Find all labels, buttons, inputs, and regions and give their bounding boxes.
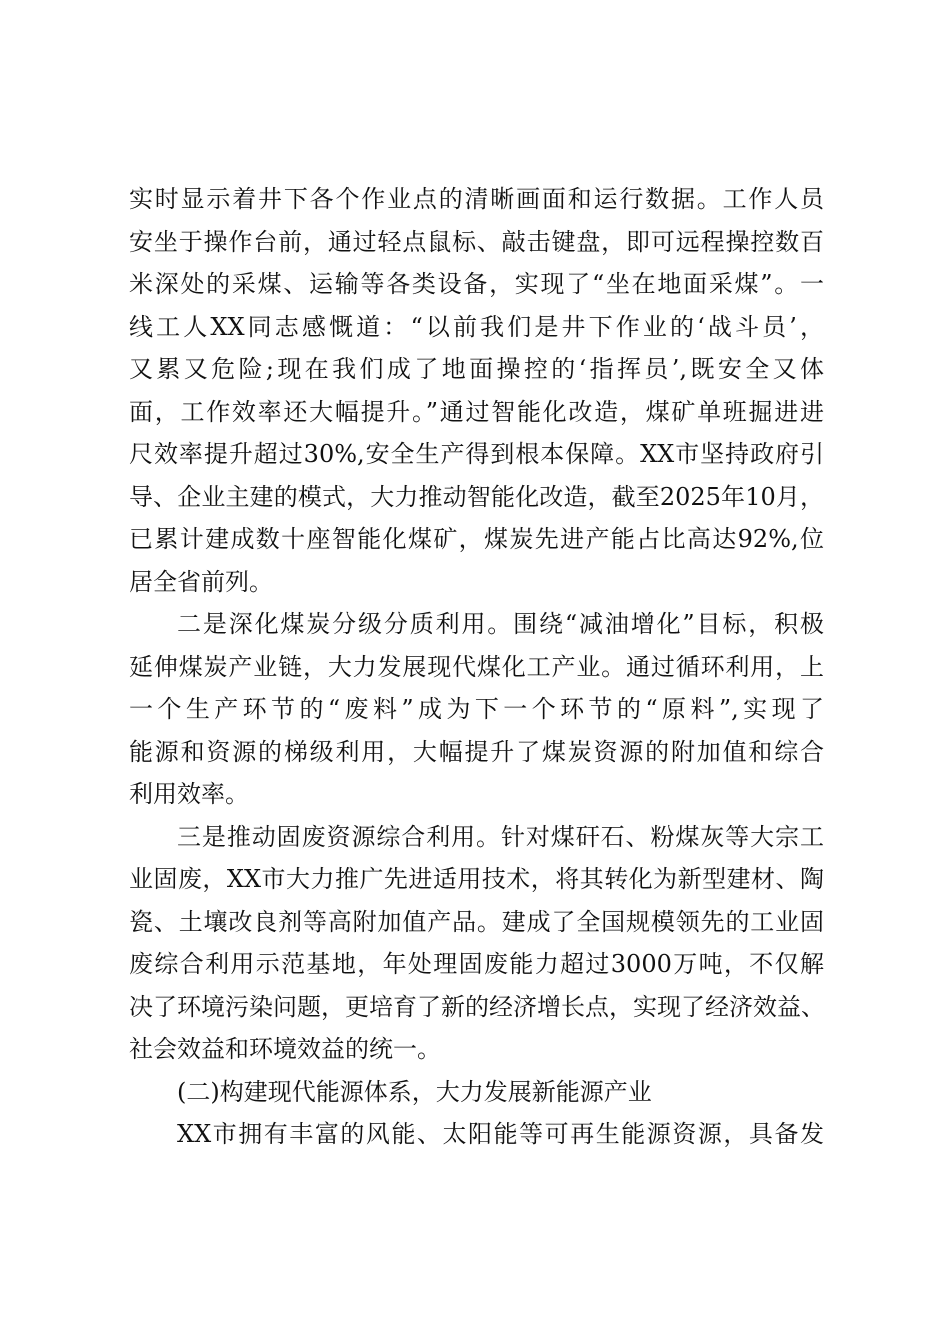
text-line: (二)构建现代能源体系，大力发展新能源产业 bbox=[177, 1077, 652, 1106]
text-line: 面，工作效率还大幅提升。”通过智能化改造，煤矿单班掘进进 bbox=[129, 397, 824, 426]
text-line: 线工人XX同志感慨道：“以前我们是井下作业的‘战斗员’， bbox=[129, 312, 824, 341]
text-line: 安坐于操作台前，通过轻点鼠标、敲击键盘，即可远程操控数百 bbox=[129, 227, 824, 256]
text-line: 能源和资源的梯级利用，大幅提升了煤炭资源的附加值和综合 bbox=[129, 737, 824, 766]
paragraph-coal-grading bbox=[129, 603, 824, 816]
document-body bbox=[129, 178, 824, 1156]
text-line: 社会效益和环境效益的统一。 bbox=[129, 1035, 441, 1063]
text-line: XX市拥有丰富的风能、太阳能等可再生能源资源，具备发 bbox=[177, 1120, 824, 1148]
text-line: 一个生产环节的“废料”成为下一个环节的“原料”,实现了 bbox=[129, 695, 824, 723]
text-line: 瓷、土壤改良剂等高附加值产品。建成了全国规模领先的工业固 bbox=[129, 907, 824, 936]
text-line: 延伸煤炭产业链，大力发展现代煤化工产业。通过循环利用，上 bbox=[129, 652, 824, 681]
text-line: 米深处的采煤、运输等各类设备，实现了“坐在地面采煤”。一 bbox=[129, 270, 824, 298]
text-line: 决了环境污染问题，更培育了新的经济增长点，实现了经济效益、 bbox=[129, 992, 825, 1021]
text-line: 利用效率。 bbox=[129, 780, 249, 808]
text-line: 又累又危险;现在我们成了地面操控的‘指挥员’,既安全又体 bbox=[129, 355, 824, 383]
text-line: 三是推动固废资源综合利用。针对煤矸石、粉煤灰等大宗工 bbox=[177, 822, 824, 851]
text-line: 实时显示着井下各个作业点的清晰画面和运行数据。工作人员 bbox=[129, 185, 824, 213]
text-line: 二是深化煤炭分级分质利用。围绕“减油增化”目标，积极 bbox=[177, 610, 824, 638]
text-line: 废综合利用示范基地，年处理固废能力超过3000万吨，不仅解 bbox=[129, 950, 824, 978]
paragraph-intelligent-mining bbox=[129, 178, 824, 603]
paragraph-renewable-energy bbox=[129, 1113, 824, 1156]
text-line: 业固废，XX市大力推广先进适用技术，将其转化为新型建材、陶 bbox=[129, 865, 824, 893]
section-heading bbox=[129, 1071, 824, 1114]
text-line: 尺效率提升超过30%,安全生产得到根本保障。XX市坚持政府引 bbox=[129, 440, 824, 468]
text-line: 已累计建成数十座智能化煤矿，煤炭先进产能占比高达92%,位 bbox=[129, 525, 824, 553]
text-line: 居全省前列。 bbox=[129, 567, 273, 596]
text-line: 导、企业主建的模式，大力推动智能化改造，截至2025年10月， bbox=[129, 482, 824, 511]
paragraph-solid-waste bbox=[129, 816, 824, 1071]
